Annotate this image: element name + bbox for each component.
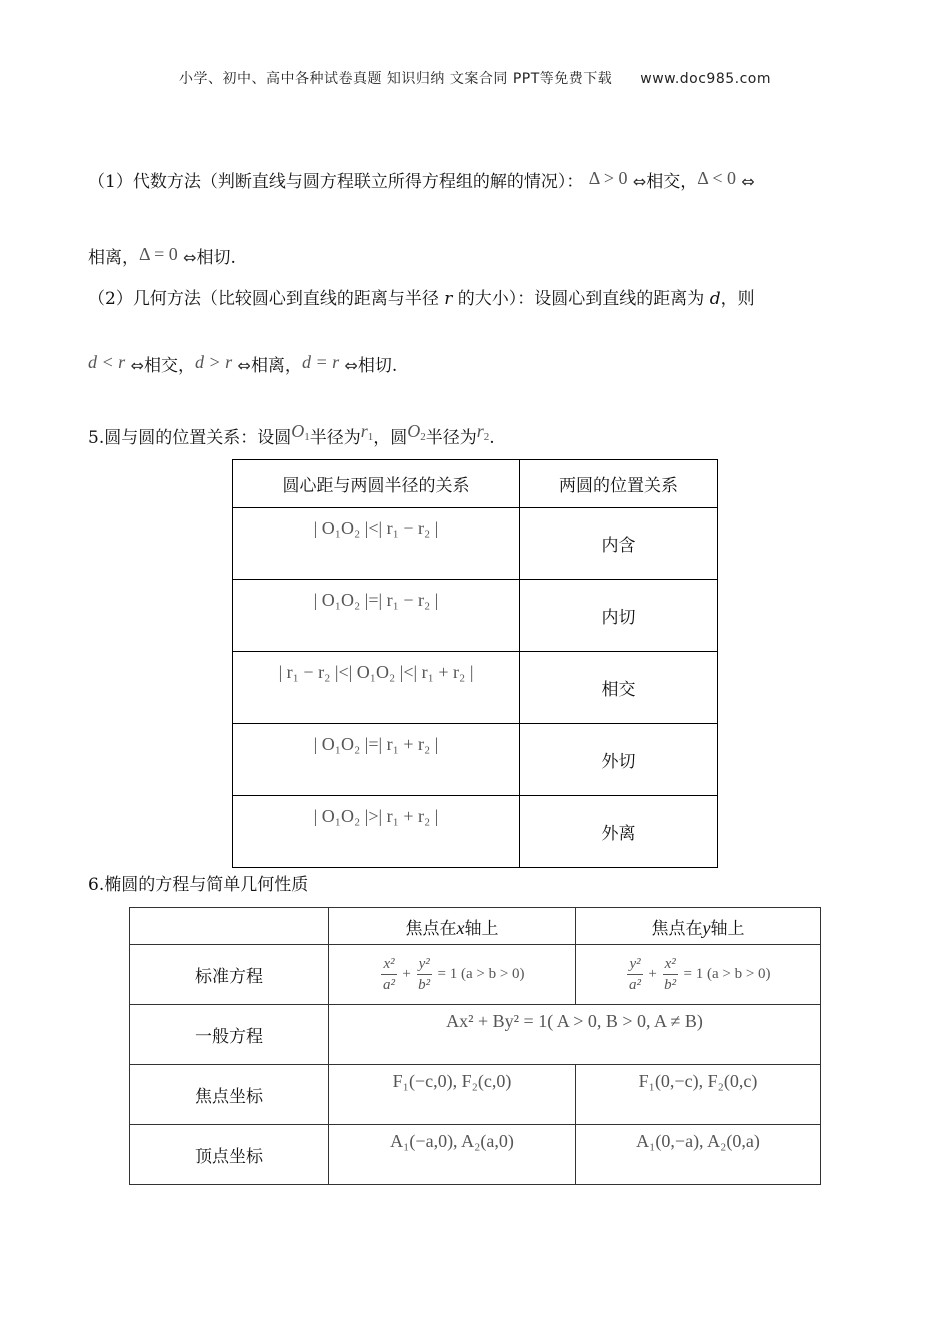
- tangent-label: 相切.: [357, 356, 398, 376]
- header-position: 两圆的位置关系: [520, 460, 718, 508]
- table-row: [130, 1065, 821, 1125]
- table-header-row: [130, 908, 821, 945]
- iff-symbol: ⇔: [130, 356, 144, 375]
- iff-symbol: ⇔: [632, 172, 647, 191]
- delta-gt-zero: Δ > 0: [588, 168, 628, 188]
- table-row: [233, 508, 718, 580]
- iff-symbol: ⇔: [237, 356, 251, 375]
- foci-x: F₁(−c,0), F₂(c,0): [329, 1065, 576, 1125]
- std-equation-x: $\frac{\text{x²}}{\text{a²}}$ + $\frac{\text{y²}}{\text{b²}}$ = 1 (a > b > 0): [329, 945, 576, 1005]
- geometric-method-mid: 的大小）：设圆心到直线的距离为: [457, 289, 705, 309]
- position-cell: 内切: [520, 580, 718, 652]
- geometric-method-line-2: [88, 350, 868, 378]
- relation-cell: | O₁O₂ |=| r₁ + r₂ |: [233, 724, 520, 796]
- header-empty: [130, 908, 329, 945]
- algebraic-method-line: [88, 166, 868, 194]
- table-row: [130, 1005, 821, 1065]
- row-label: 焦点坐标: [130, 1065, 329, 1125]
- section-5-prefix: 5.圆与圆的位置关系：设圆: [88, 428, 292, 448]
- circle-o2: $O_2$: [407, 421, 426, 443]
- separate-label: 相离，: [88, 248, 139, 268]
- foci-y: F₁(0,−c), F₂(0,c): [576, 1065, 821, 1125]
- algebraic-method-line-2: [88, 242, 868, 270]
- period: .: [489, 428, 495, 448]
- vertices-x: A₁(−a,0), A₂(a,0): [329, 1125, 576, 1185]
- tangent-label: 相切.: [196, 248, 236, 268]
- geometric-method-line: [88, 287, 868, 311]
- table-row: [233, 652, 718, 724]
- page-header: [0, 68, 950, 88]
- position-cell: 相交: [520, 652, 718, 724]
- std-equation-y: $\frac{\text{y²}}{\text{a²}}$ + $\frac{\text{x²}}{\text{b²}}$ = 1 (a > b > 0): [576, 945, 821, 1005]
- general-equation: Ax² + By² = 1( A > 0, B > 0, A ≠ B): [329, 1005, 821, 1065]
- ellipse-properties-table: [129, 907, 821, 1185]
- iff-symbol: ⇔: [344, 356, 358, 375]
- header-focus-y: 焦点在y轴上: [576, 908, 821, 945]
- delta-lt-zero: Δ < 0: [697, 168, 737, 188]
- position-cell: 内含: [520, 508, 718, 580]
- radius-r1: $r_1$: [360, 421, 374, 443]
- algebraic-method-text: （1）代数方法（判断直线与圆方程联立所得方程组的解的情况）：: [88, 172, 584, 192]
- table-row: [130, 1125, 821, 1185]
- table-row: [233, 724, 718, 796]
- delta-eq-zero: Δ = 0: [139, 244, 178, 264]
- position-cell: 外切: [520, 724, 718, 796]
- iff-symbol: ⇔: [741, 172, 755, 191]
- table-header-row: [233, 460, 718, 508]
- intersect-label: 相交，: [646, 172, 698, 192]
- row-label: 一般方程: [130, 1005, 329, 1065]
- relation-cell: | O₁O₂ |=| r₁ − r₂ |: [233, 580, 520, 652]
- table-row: [233, 580, 718, 652]
- geometric-method-text: （2）几何方法（比较圆心到直线的距离与半径: [88, 289, 439, 309]
- header-text: 小学、初中、高中各种试卷真题 知识归纳 文案合同 PPT等免费下载: [178, 71, 613, 87]
- d-eq-r: d = r: [301, 352, 340, 372]
- radius-is-text: 半径为: [425, 428, 477, 448]
- d-gt-r: d > r: [194, 352, 233, 372]
- radius-is-text: 半径为: [309, 428, 361, 448]
- d-lt-r: d < r: [88, 352, 126, 372]
- table-row: [130, 945, 821, 1005]
- header-relation: 圆心距与两圆半径的关系: [233, 460, 520, 508]
- row-label: 标准方程: [130, 945, 329, 1005]
- circle-position-table: [232, 459, 718, 868]
- radius-r2: $r_2$: [476, 421, 490, 443]
- position-cell: 外离: [520, 796, 718, 868]
- row-label: 顶点坐标: [130, 1125, 329, 1185]
- separate-label: 相离，: [250, 356, 302, 376]
- table-row: [233, 796, 718, 868]
- iff-symbol: ⇔: [183, 248, 197, 267]
- vertices-y: A₁(0,−a), A₂(0,a): [576, 1125, 821, 1185]
- relation-cell: | r₁ − r₂ |<| O₁O₂ |<| r₁ + r₂ |: [233, 652, 520, 724]
- header-site-link[interactable]: www.doc985.com: [640, 71, 772, 87]
- relation-cell: | O₁O₂ |>| r₁ + r₂ |: [233, 796, 520, 868]
- circle-sep: ，圆: [373, 428, 408, 448]
- geometric-method-end: ，则: [720, 289, 755, 309]
- header-focus-x: 焦点在x轴上: [329, 908, 576, 945]
- var-d: d: [709, 289, 721, 309]
- intersect-label: 相交，: [143, 356, 195, 376]
- section-6-title: 6.椭圆的方程与简单几何性质: [88, 875, 309, 895]
- section-5-title: [88, 419, 868, 450]
- var-r: r: [444, 289, 453, 309]
- circle-o1: $O_1$: [291, 421, 310, 443]
- relation-cell: | O₁O₂ |<| r₁ − r₂ |: [233, 508, 520, 580]
